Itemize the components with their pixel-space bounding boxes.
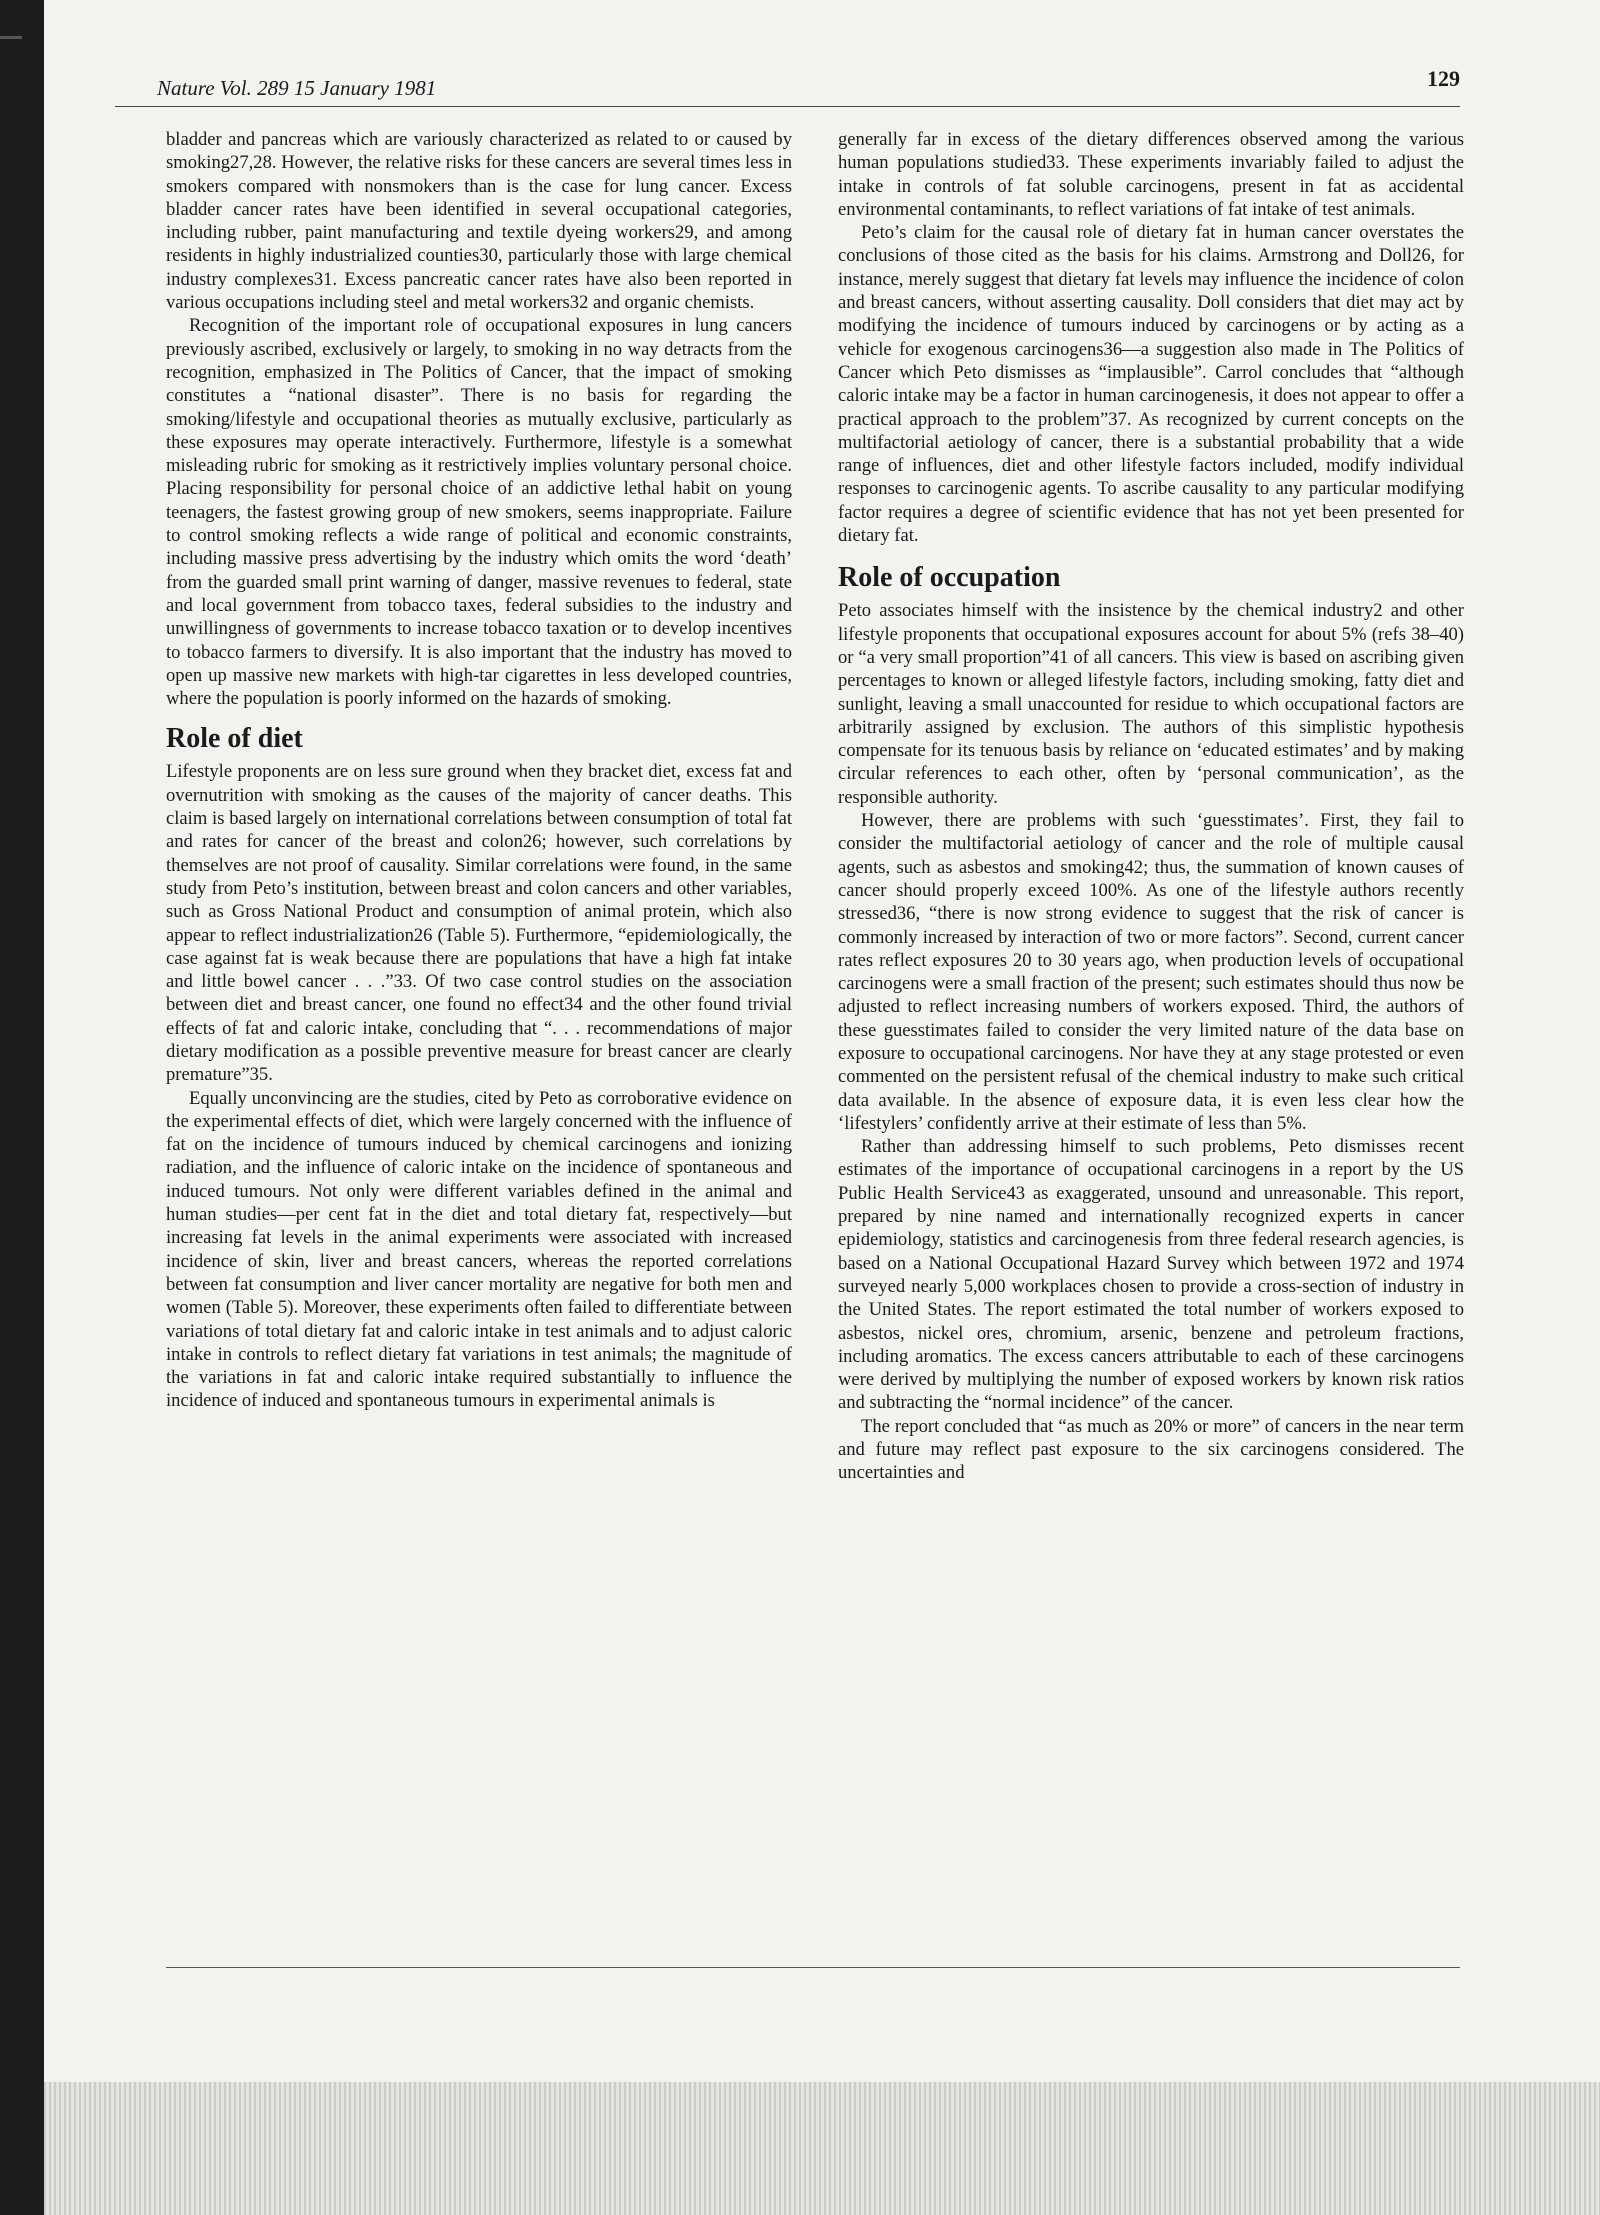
paragraph: Equally unconvincing are the studies, cited by Peto as corroborative evidence on the experimental effects of diet, which were largely concerned with the influence of fat on the incidence of tumours induced by chemical carcinogens and ionizing radiation, and the influence of caloric intake on the incidence of spontaneous and induced tumours. Not only were different variables defined in the animal and human studies—per cent fat in the diet and total dietary fat, respectively—but increasing fat levels in the animal experiments were associated with increased incidence of skin, liver and breast cancers, whereas the reported correlations between fat consumption and liver cancer mortality are negative for both men and women (Table 5). Moreover, these experiments often failed to differentiate between variations of total dietary fat and caloric intake in test animals and to adjust caloric intake in controls to reflect dietary fat variations in test animals; the magnitude of the variations in fat and caloric intake required substantially to influence the incidence of induced and spontaneous tumours in experimental animals is bbox=[166, 1087, 792, 1412]
scan-corner-mark bbox=[0, 36, 22, 39]
scan-background-strip bbox=[44, 2082, 1600, 2215]
page-header bbox=[115, 66, 1460, 107]
running-head: Nature Vol. 289 15 January 1981 bbox=[157, 76, 437, 100]
paragraph: Rather than addressing himself to such problems, Peto dismisses recent estimates of the importance of occupational carcinogens in a report by the US Public Health Service43 as exaggerated, unsound and unreasonable. This report, prepared by nine named and internationally recognized experts in cancer epidemiology, statistics and carcinogenesis from three federal research agencies, is based on a National Occupational Hazard Survey which between 1972 and 1974 surveyed nearly 5,000 workplaces chosen to provide a cross-section of industry in the United States. The report estimated the total number of workers exposed to asbestos, nickel ores, chromium, arsenic, benzene and petroleum fractions, including aromatics. The excess cancers attributable to each of these carcinogens were derived by multiplying the number of exposed workers by known risk ratios and subtracting the “normal incidence” of the cancer. bbox=[838, 1136, 1464, 1414]
paragraph: However, there are problems with such ‘guesstimates’. First, they fail to consider the multifactorial aetiology of cancer and the role of multiple causal agents, such as asbestos and smoking42; thus, the summation of known causes of cancer should properly exceed 100%. As one of the lifestyle authors recently stressed36, “there is now strong evidence to suggest that the risk of cancer is commonly increased by interaction of two or more factors”. Second, current cancer rates reflect exposures 20 to 30 years ago, when production levels of occupational carcinogens were a small fraction of the present; such estimates should thus now be adjusted to reflect increasing numbers of workers exposed. Third, the authors of these guesstimates failed to consider the very limited nature of the data base on exposure to occupational carcinogens. Nor have they at any stage protested or even commented on the persistent refusal of the chemical industry to make such critical data available. In the absence of exposure data, it is even less clear how the ‘lifestylers’ confidently arrive at their estimate of less than 5%. bbox=[838, 810, 1464, 1134]
section-heading-diet: Role of diet bbox=[166, 723, 303, 755]
left-column bbox=[166, 128, 792, 1413]
paragraph: Peto’s claim for the causal role of dietary fat in human cancer overstates the conclusions of those cited as the basis for his claims. Armstrong and Doll26, for instance, merely suggest that dietary fat levels may influence the incidence of colon and breast cancers, without asserting causality. Doll considers that diet may act by modifying the incidence of tumours induced by carcinogens or by acting as a vehicle for exogenous carcinogens36—a suggestion also made in The Politics of Cancer which Peto dismisses as “implausible”. Carrol concludes that “although caloric intake may be a factor in human carcinogenesis, it does not appear to offer a practical approach to the problem”37. As recognized by current concepts on the multifactorial aetiology of cancer, there is a substantial probability that a wide range of influences, diet and other lifestyle factors included, modify individual responses to carcinogenic agents. To ascribe causality to any particular modifying factor requires a degree of scientific evidence that has not yet been presented for dietary fat. bbox=[838, 222, 1464, 547]
right-column bbox=[838, 128, 1464, 1485]
paragraph: The report concluded that “as much as 20% or more” of cancers in the near term and future may reflect past exposure to the six carcinogens considered. The uncertainties and bbox=[838, 1415, 1464, 1484]
paragraph: bladder and pancreas which are variously characterized as related to or caused by smoking27,28. However, the relative risks for these cancers are several times less in smokers compared with nonsmokers than is the case for lung cancer. Excess bladder cancer rates have been identified in several occupational categories, including rubber, paint manufacturing and textile dyeing workers29, and among residents in highly industrialized counties30, particularly those with large chemical industry complexes31. Excess pancreatic cancer rates have also been reported in various occupations including steel and metal workers32 and organic chemists. bbox=[166, 129, 792, 314]
page-number: 129 bbox=[1427, 66, 1460, 91]
paragraph: Lifestyle proponents are on less sure ground when they bracket diet, excess fat and overnutrition with smoking as the causes of the majority of cancer deaths. This claim is based largely on international correlations between consumption of total fat and rates for cancer of the breast and colon26; however, such correlations by themselves are not proof of causality. Similar correlations were found, in the same study from Peto’s institution, between breast and colon cancers and other variables, such as Gross National Product and consumption of animal protein, which also appear to reflect industrialization26 (Table 5). Furthermore, “epidemiologically, the case against fat is weak because there are populations that have a high fat intake and little bowel cancer . . .”33. Of two case control studies on the association between diet and breast cancer, one found no effect34 and the other found trivial effects of fat and caloric intake, concluding that “. . . recommendations of major dietary modification as a possible preventive measure for breast cancer are clearly premature”35. bbox=[166, 761, 792, 1086]
paragraph: Peto associates himself with the insistence by the chemical industry2 and other lifestyle proponents that occupational exposures account for about 5% (refs 38–40) or “a very small proportion”41 of all cancers. This view is based on ascribing given percentages to known or alleged lifestyle factors, including smoking, fatty diet and sunlight, leaving a small unaccounted for residue to which occupational factors are arbitrarily assigned by exclusion. The authors of this simplistic hypothesis compensate for its tenuous basis by reliance on ‘educated estimates’ and by making circular references to each other, often by ‘personal communication’, as the responsible authority. bbox=[838, 600, 1464, 808]
section-heading-occupation: Role of occupation bbox=[838, 562, 1061, 594]
footer-rule bbox=[166, 1967, 1460, 1968]
paragraph: generally far in excess of the dietary differences observed among the various human populations studied33. These experiments invariably failed to adjust the intake in controls of fat soluble carcinogens, present in fat as accidental environmental contaminants, to reflect variations of fat intake of test animals. bbox=[838, 129, 1464, 220]
paragraph: Recognition of the important role of occupational exposures in lung cancers previously ascribed, exclusively or largely, to smoking in no way detracts from the recognition, emphasized in The Politics of Cancer, that the impact of smoking constitutes a “national disaster”. There is no basis for regarding the smoking/lifestyle and occupational theories as mutually exclusive, particularly as these exposures may operate interactively. Furthermore, lifestyle is a somewhat misleading rubric for smoking as it restrictively implies voluntary personal choice. Placing responsibility for personal choice of an addictive lethal habit on young teenagers, the fastest growing group of new smokers, seems inappropriate. Failure to control smoking reflects a wide range of political and economic constraints, including massive press advertising by the industry which omits the word ‘death’ from the guarded small print warning of danger, massive revenues to federal, state and local government from tobacco taxes, federal subsidies to the industry and unwillingness of governments to increase tobacco taxation or to develop incentives to tobacco farmers to diversify. It is also important that the industry has moved to open up massive new markets with high-tar cigarettes in less developed countries, where the population is poorly informed on the hazards of smoking. bbox=[166, 315, 792, 710]
